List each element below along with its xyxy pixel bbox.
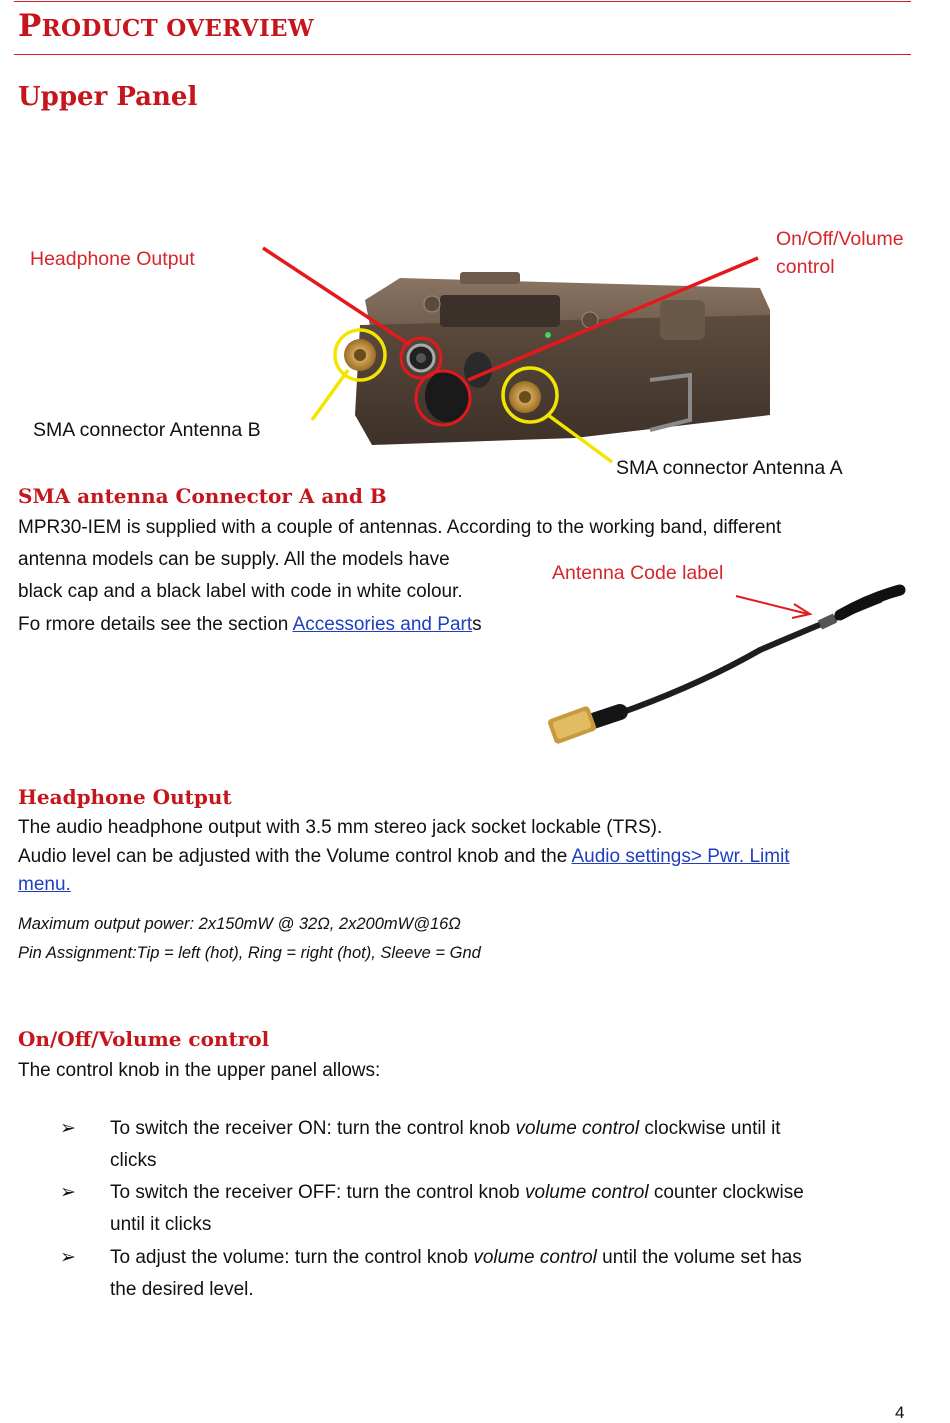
antenna-code-band xyxy=(820,618,835,625)
list-item: ➢ To switch the receiver OFF: turn the control knob volume control counter clockwise until it clicks xyxy=(60,1177,900,1241)
sma-line-4: Fo rmore details see the section Accessories and Parts xyxy=(18,614,482,635)
headphone-heading: Headphone Output xyxy=(18,785,232,809)
device-button-left xyxy=(424,296,440,312)
bullet-arrow-icon: ➢ xyxy=(60,1247,76,1268)
device-led xyxy=(545,332,551,338)
section-title: PRODUCT OVERVIEW xyxy=(18,8,314,44)
sma-line-3: black cap and a black label with code in white colour. xyxy=(18,581,463,602)
menu-link[interactable]: menu. xyxy=(18,874,71,895)
sma-line-2: antenna models can be supply. All the models have xyxy=(18,549,450,570)
upper-panel-title: Upper Panel xyxy=(18,82,198,112)
label-volume-control: On/Off/Volume control xyxy=(776,228,904,278)
device-display xyxy=(440,295,560,327)
bullet-arrow-icon: ➢ xyxy=(60,1182,76,1203)
antenna-cap xyxy=(840,590,900,615)
sma-heading: SMA antenna Connector A and B xyxy=(18,484,387,508)
label-antenna-b: SMA connector Antenna B xyxy=(33,419,261,441)
spec-pin-assignment: Pin Assignment:Tip = left (hot), Ring = right (hot), Sleeve = Gnd xyxy=(18,944,481,962)
list-item: ➢ To switch the receiver ON: turn the control knob volume control clockwise until it clicks xyxy=(60,1113,900,1177)
page-number: 4 xyxy=(895,1403,905,1422)
audio-settings-link[interactable]: Audio settings> Pwr. Limit xyxy=(571,846,790,867)
label-headphone-output: Headphone Output xyxy=(30,248,195,270)
headphone-line-3 xyxy=(18,870,71,899)
bullet-arrow-icon: ➢ xyxy=(60,1118,76,1139)
pointer-antenna-b xyxy=(312,370,348,420)
sma-line-1: MPR30-IEM is supplied with a couple of antennas. According to the working band, different xyxy=(18,517,782,538)
spec-max-output: Maximum output power: 2x150mW @ 32Ω, 2x200mW@16Ω xyxy=(18,915,461,933)
device-clip-tab xyxy=(460,272,520,284)
top-rule xyxy=(14,1,911,2)
device-battery-latch xyxy=(660,300,705,340)
label-antenna-code: Antenna Code label xyxy=(552,562,724,584)
headphone-line-2: Audio level can be adjusted with the Volume control knob and the Audio settings> Pwr. Limit xyxy=(18,846,790,867)
antenna-figure xyxy=(530,580,930,760)
volume-intro: The control knob in the upper panel allows: xyxy=(18,1060,381,1081)
label-antenna-a: SMA connector Antenna A xyxy=(616,457,843,479)
volume-heading: On/Off/Volume control xyxy=(18,1027,270,1051)
list-item: ➢ To adjust the volume: turn the control knob volume control until the volume set has the desired level. xyxy=(60,1242,900,1306)
headphone-line-1: The audio headphone output with 3.5 mm stereo jack socket lockable (TRS). xyxy=(18,817,663,838)
antenna-illustration xyxy=(530,580,930,760)
title-rule xyxy=(14,54,911,55)
accessories-link[interactable]: Accessories and Part xyxy=(292,614,473,635)
antenna-sleeve xyxy=(590,712,620,722)
